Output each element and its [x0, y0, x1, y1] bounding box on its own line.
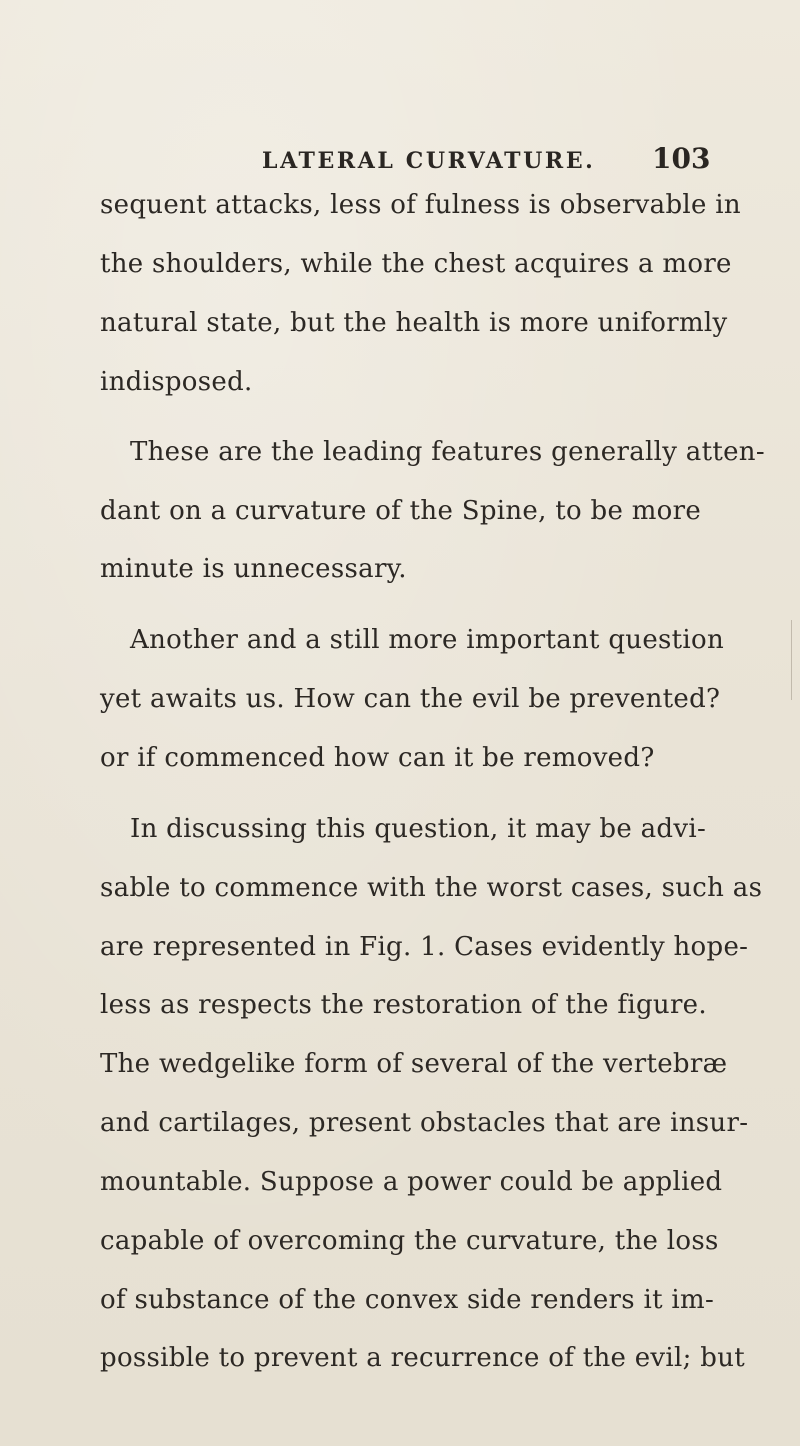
- text-line: capable of overcoming the curvature, the loss: [100, 1226, 719, 1256]
- text-line: minute is unnecessary.: [100, 554, 407, 584]
- text-line: sable to commence with the worst cases, such as: [100, 873, 763, 903]
- text-line: possible to prevent a recurrence of the evil; but: [100, 1343, 746, 1373]
- text-line: Another and a still more important question: [130, 625, 725, 655]
- page-number: 103: [652, 142, 711, 175]
- text-line: less as respects the restoration of the figure.: [100, 990, 707, 1020]
- text-line: The wedgelike form of several of the vertebræ: [100, 1049, 728, 1079]
- text-line: natural state, but the health is more uniformly: [100, 308, 728, 338]
- text-line: mountable. Suppose a power could be applied: [100, 1167, 723, 1197]
- text-line: and cartilages, present obstacles that are insur-: [100, 1108, 749, 1138]
- text-line: indisposed.: [100, 367, 253, 397]
- text-line: yet awaits us. How can the evil be prevented?: [100, 684, 721, 714]
- text-line: sequent attacks, less of fulness is observable in: [100, 190, 741, 220]
- page-header: [0, 142, 800, 188]
- text-line: of substance of the convex side renders it im-: [100, 1285, 715, 1315]
- text-line: are represented in Fig. 1. Cases evidently hope-: [100, 932, 749, 962]
- text-line: In discussing this question, it may be advi-: [130, 814, 707, 844]
- page-edge-mark: [791, 620, 800, 700]
- text-line: dant on a curvature of the Spine, to be more: [100, 496, 702, 526]
- running-head: LATERAL CURVATURE.: [262, 148, 596, 174]
- text-line: These are the leading features generally atten-: [130, 437, 765, 467]
- text-line: the shoulders, while the chest acquires a more: [100, 249, 732, 279]
- text-line: or if commenced how can it be removed?: [100, 743, 655, 773]
